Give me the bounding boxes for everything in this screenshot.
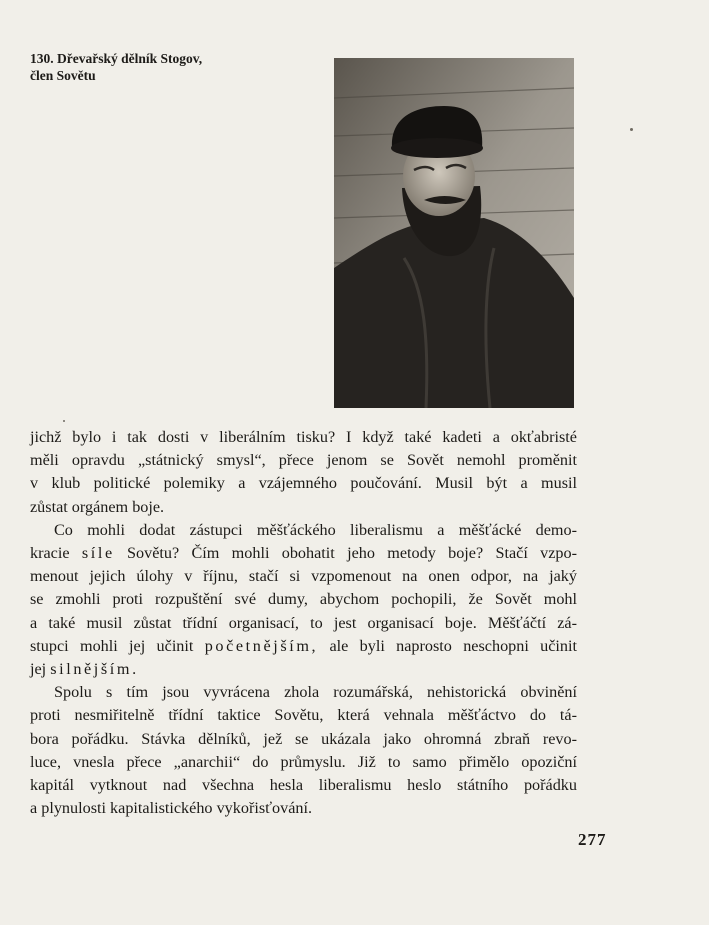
text-line: měli opravdu „státnický smysl“, přece jenom se Sovět nemohl proměnit [30, 451, 577, 470]
text-segment: kracie [30, 544, 82, 563]
emphasized-word: silnějším. [50, 660, 139, 679]
text-line [30, 635, 577, 658]
caption-line-2: člen Sovětu [30, 68, 96, 83]
text-line: luce, vnesla přece „anarchii“ do průmyslu. Již to samo přimělo opoziční [30, 752, 577, 771]
text-line: a také musil zůstat třídní organisací, to jest organisací boje. Měšťáčtí zá- [30, 613, 577, 632]
text-segment: ale byli naprosto neschopni učinit [318, 636, 578, 655]
paragraph-3 [30, 681, 577, 820]
text-line: menout jejich úlohy v říjnu, stačí si vzpomenout na onen odpor, na jaký [30, 567, 577, 586]
photo-caption [30, 50, 310, 84]
text-line [30, 658, 577, 681]
caption-line-1: 130. Dřevařský dělník Stogov, [30, 51, 203, 66]
paper-speck [630, 128, 633, 131]
paragraph-1 [30, 426, 577, 519]
body-text [30, 426, 577, 820]
text-line: bora pořádku. Stávka dělníků, jež se ukázala jako ohromná zbraň revo- [30, 729, 577, 748]
text-line: v klub politické polemiky a vzájemného poučování. Musil být a musil [30, 474, 577, 493]
text-segment: jej [30, 660, 51, 679]
text-line: kapitál vytknout nad všechna hesla liberalismu heslo státního pořádku [30, 776, 577, 795]
text-line: Spolu s tím jsou vyvrácena zhola rozumářská, nehistorická obvinění [54, 683, 577, 702]
emphasized-word: početnějším, [204, 636, 319, 655]
text-segment: stupci mohli jej učinit [30, 636, 205, 655]
portrait-photo-drawing [334, 58, 574, 408]
emphasized-word: síle [81, 544, 115, 563]
text-line: zůstat orgánem boje. [30, 497, 165, 516]
text-line: jichž bylo i tak dosti v liberálním tisku? I když také kadeti a okťabristé [30, 428, 577, 446]
text-line: a plynulosti kapitalistického vykořisťování. [30, 799, 313, 818]
paper-speck [63, 420, 65, 422]
page-number: 277 [578, 830, 607, 849]
text-segment: Sovětu? Čím mohli obohatit jeho metody boje? Stačí vzpo- [114, 544, 577, 563]
paragraph-2 [30, 519, 577, 681]
portrait-photo [334, 58, 574, 408]
text-line: Co mohli dodat zástupci měšťáckého liberalismu a měšťácké demo- [54, 520, 577, 539]
text-line: proti nesmiřitelně třídní taktice Sovětu, která vehnala měšťáctvo do tá- [30, 706, 577, 725]
text-line: se zmohli proti rozpuštění své dumy, abychom pochopili, že Sovět mohl [30, 590, 577, 609]
text-line [30, 542, 577, 565]
